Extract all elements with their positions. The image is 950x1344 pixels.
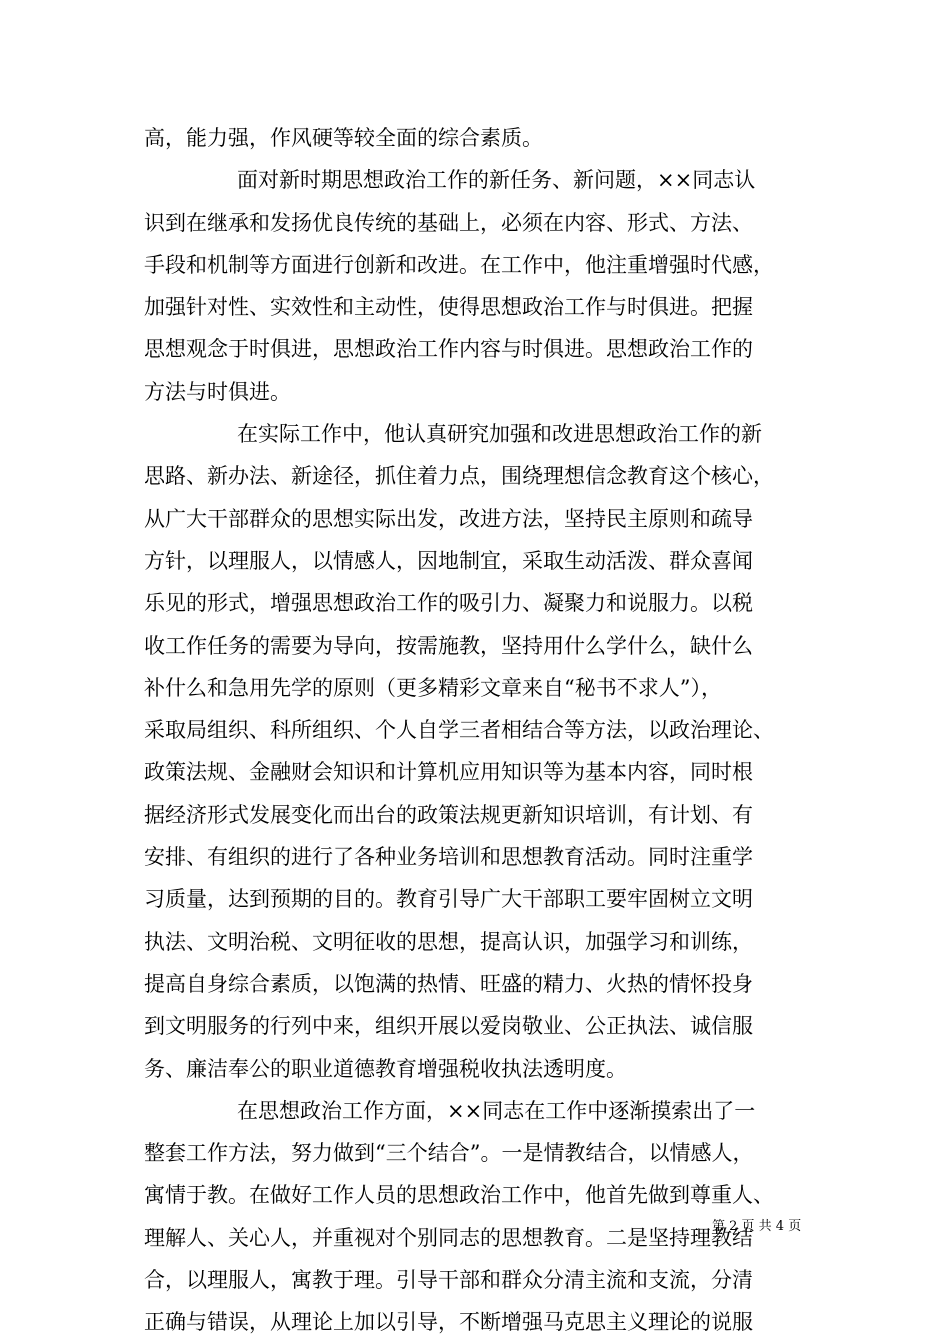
text-line: 执法、文明治税、文明征收的思想，提高认识，加强学习和训练， [144, 929, 753, 954]
text-line: 提高自身综合素质，以饱满的热情、旺盛的精力、火热的情怀投身 [144, 971, 753, 996]
text-line: 高，能力强，作风硬等较全面的综合素质。 [144, 126, 543, 150]
text-line: 识到在继承和发扬优良传统的基础上，必须在内容、形式、方法、 [144, 210, 753, 235]
text-line: 安排、有组织的进行了各种业务培训和思想教育活动。同时注重学 [144, 845, 753, 870]
paragraph-first-line: 在思想政治工作方面，××同志在工作中逐渐摸索出了一 [237, 1098, 756, 1123]
text-line: 务、廉洁奉公的职业道德教育增强税收执法透明度。 [144, 1056, 627, 1081]
text-line: 采取局组织、科所组织、个人自学三者相结合等方法，以政治理论、 [144, 718, 774, 743]
text-line: 手段和机制等方面进行创新和改进。在工作中，他注重增强时代感， [144, 252, 774, 277]
text-line: 思路、新办法、新途径，抓住着力点，围绕理想信念教育这个核心， [144, 464, 774, 489]
text-line: 合，以理服人，寓教于理。引导干部和群众分清主流和支流，分清 [144, 1268, 753, 1293]
text-line: 整套工作方法，努力做到“三个结合”。一是情教结合，以情感人， [144, 1141, 754, 1166]
text-line: 据经济形式发展变化而出台的政策法规更新知识培训，有计划、有 [144, 802, 753, 827]
text-line: 正确与错误，从理论上加以引导，不断增强马克思主义理论的说服 [144, 1310, 753, 1335]
text-line: 政策法规、金融财会知识和计算机应用知识等为基本内容，同时根 [144, 760, 753, 785]
paragraph-first-line: 面对新时期思想政治工作的新任务、新问题，××同志认 [237, 168, 756, 193]
text-line: 收工作任务的需要为导向，按需施教，坚持用什么学什么，缺什么 [144, 633, 753, 658]
text-line: 习质量，达到预期的目的。教育引导广大干部职工要牢固树立文明 [144, 887, 753, 912]
text-line: 方针，以理服人，以情感人，因地制宜，采取生动活泼、群众喜闻 [144, 548, 753, 573]
text-line: 加强针对性、实效性和主动性，使得思想政治工作与时俱进。把握 [144, 295, 753, 320]
paragraph-first-line: 在实际工作中，他认真研究加强和改进思想政治工作的新 [237, 422, 762, 447]
text-line: 理解人、关心人，并重视对个别同志的思想教育。二是坚持理教结 [144, 1225, 753, 1250]
page-number: 第 2 页 共 4 页 [712, 1219, 802, 1234]
body-text [144, 117, 820, 1344]
text-line: 乐见的形式，增强思想政治工作的吸引力、凝聚力和说服力。以税 [144, 591, 753, 616]
text-line: 从广大干部群众的思想实际出发，改进方法，坚持民主原则和疏导 [144, 506, 753, 531]
text-line: 寓情于教。在做好工作人员的思想政治工作中，他首先做到尊重人、 [144, 1183, 774, 1208]
text-line: 方法与时俱进。 [144, 379, 291, 404]
text-line: 到文明服务的行列中来，组织开展以爱岗敬业、公正执法、诚信服 [144, 1014, 753, 1039]
text-line: 补什么和急用先学的原则（更多精彩文章来自“秘书不求人”）， [144, 675, 722, 700]
text-line: 思想观念于时俱进，思想政治工作内容与时俱进。思想政治工作的 [144, 337, 753, 362]
